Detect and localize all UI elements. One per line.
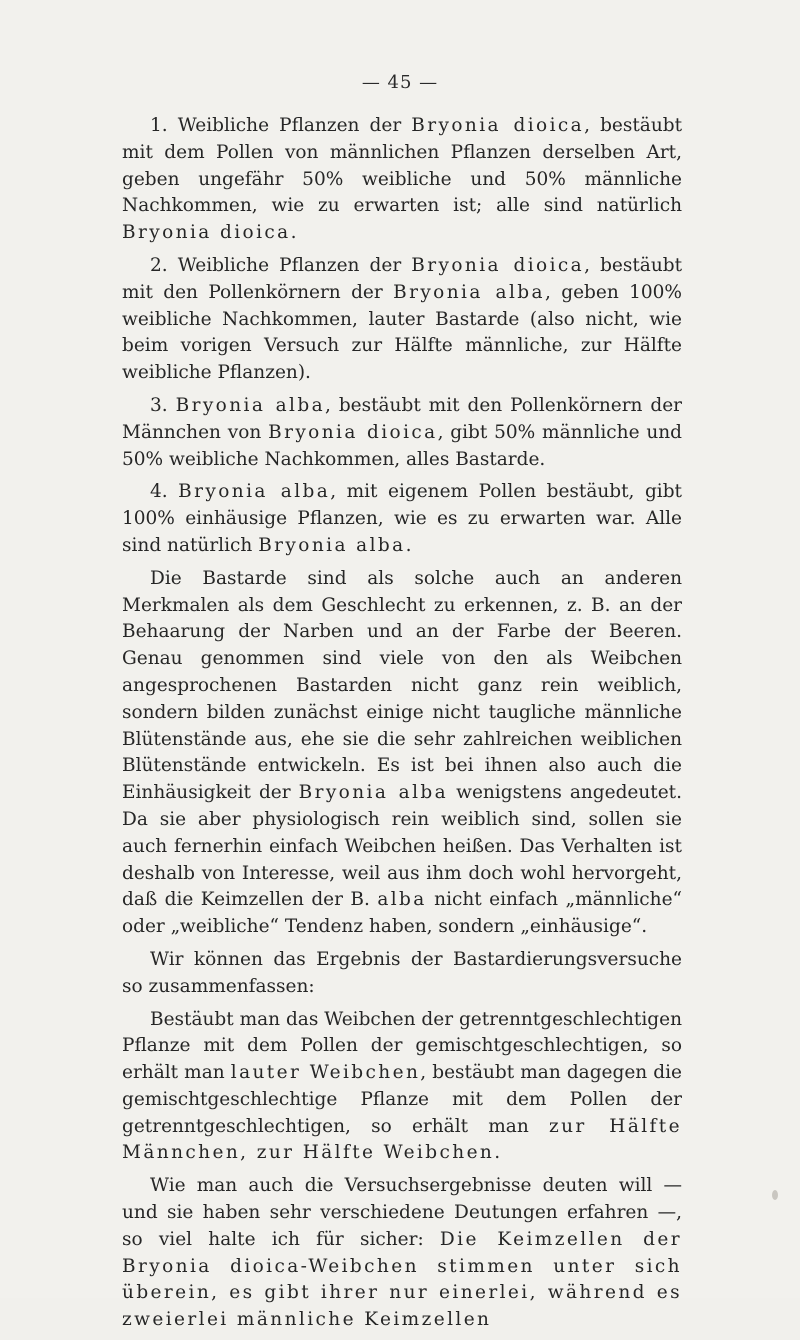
text-run: Die Bastarde sind als solche auch an anderen Merkmalen als dem Geschlecht zu erkennen, z. B. an der Behaarung der Narben und an der Farbe der Beeren. Genau genommen sind viele von den als Weibchen angesprochenen Bastarden nicht ganz rein weiblich, sondern bilden zunächst einige nicht taugliche männliche Blütenstände aus, ehe sie die sehr zahlreichen weiblichen Blütenstände entwickeln. Es ist bei ihnen also auch die Einhäusigkeit der: [122, 567, 682, 804]
spaced-emphasis: Die Keimzellen der Bryonia dioica-Weibchen stimmen unter sich überein, es gibt ihrer nur einerlei, während es zweierlei männliche Keimzellen: [122, 1228, 682, 1331]
text-run: 2. Weibliche Pflanzen der: [150, 254, 412, 276]
page-number: — 45 —: [361, 72, 439, 93]
text-run: wenigstens angedeutet. Da sie aber physiologisch rein weiblich sind, sollen sie auch fernerhin einfach Weibchen heißen. Das Verhalten ist deshalb von Interesse, weil aus ihm doch wohl hervorgeht, daß die Keimzellen der B.: [122, 782, 682, 911]
text-run: 1. Weibliche Pflanzen der: [150, 115, 412, 136]
text-run: Bestäubt man das Weibchen der getrenntgeschlechtigen Pflanze mit dem Pollen der gemischtgeschlechtigen, so erhält man: [122, 1008, 682, 1084]
paper-speck: [772, 1190, 778, 1200]
spaced-emphasis: Bryonia alba: [175, 394, 326, 416]
paragraph-8: [122, 1173, 682, 1334]
spaced-emphasis: Bryonia alba: [258, 534, 406, 556]
text-run: Wir können das Ergebnis der Bastardierungsversuche so zusammenfassen:: [122, 948, 682, 997]
spaced-emphasis: Bryonia dioica: [268, 421, 438, 443]
spaced-emphasis: Bryonia dioica: [122, 222, 291, 244]
text-run: 4.: [150, 481, 179, 503]
text-run: .: [405, 534, 412, 556]
paragraph-7: [122, 1007, 682, 1168]
text-run: Wie man auch die Versuchsergebnisse deuten will — und sie haben sehr verschiedene Deutungen erfahren —, so viel halte ich für sicher:: [122, 1175, 682, 1250]
text-run: 3.: [150, 394, 176, 416]
text-run: , bestäubt mit dem Pollen von männlichen Pflanzen derselben Art, geben ungefähr 50% weibliche und 50% männliche Nachkommen, wie zu erwarten ist; alle sind natürlich: [122, 115, 683, 217]
paragraph-4: [122, 479, 682, 559]
paragraph-3: [122, 393, 682, 473]
spaced-emphasis: alba: [377, 889, 427, 911]
spaced-emphasis: Bryonia alba: [393, 281, 545, 303]
text-run: nicht einfach „männliche“ oder „weibliche“ Tendenz haben, sondern „einhäusige“.: [122, 889, 682, 938]
text-run: , mit eigenem Pollen bestäubt, gibt 100% einhäusige Pflanzen, wie es zu erwarten war. Alle sind natürlich: [122, 481, 682, 556]
text-run: .: [494, 1142, 501, 1164]
spaced-emphasis: Bryonia alba: [178, 481, 331, 503]
spaced-emphasis: Bryonia dioica: [411, 254, 585, 276]
text-run: , bestäubt mit den Pollenkörnern der: [122, 254, 683, 303]
spaced-emphasis: Bryonia dioica: [411, 115, 585, 136]
text-run: .: [290, 222, 297, 244]
text-run: , bestäubt mit den Pollenkörnern der Männchen von: [122, 394, 682, 443]
spaced-emphasis: zur Hälfte Männchen, zur Hälfte Weibchen: [122, 1115, 682, 1164]
spaced-emphasis: lauter Weibchen: [230, 1062, 421, 1084]
body-text: [122, 113, 682, 1340]
text-run: , gibt 50% männliche und 50% weibliche Nachkommen, alles Bastarde.: [122, 421, 682, 470]
paragraph-1: [122, 113, 682, 247]
paragraph-5: [122, 566, 682, 941]
text-run: , geben 100% weibliche Nachkommen, lauter Bastarde (also nicht, wie beim vorigen Versuch zur Hälfte männliche, zur Hälfte weibliche Pflanzen).: [122, 281, 683, 384]
spaced-emphasis: Bryonia alba: [298, 782, 449, 804]
text-run: , bestäubt man dagegen die gemischtgeschlechtige Pflanze mit dem Pollen der getrenntgeschlechtigen, so erhält man: [122, 1062, 682, 1137]
paragraph-2: [122, 253, 682, 387]
paragraph-6: [122, 947, 682, 1001]
